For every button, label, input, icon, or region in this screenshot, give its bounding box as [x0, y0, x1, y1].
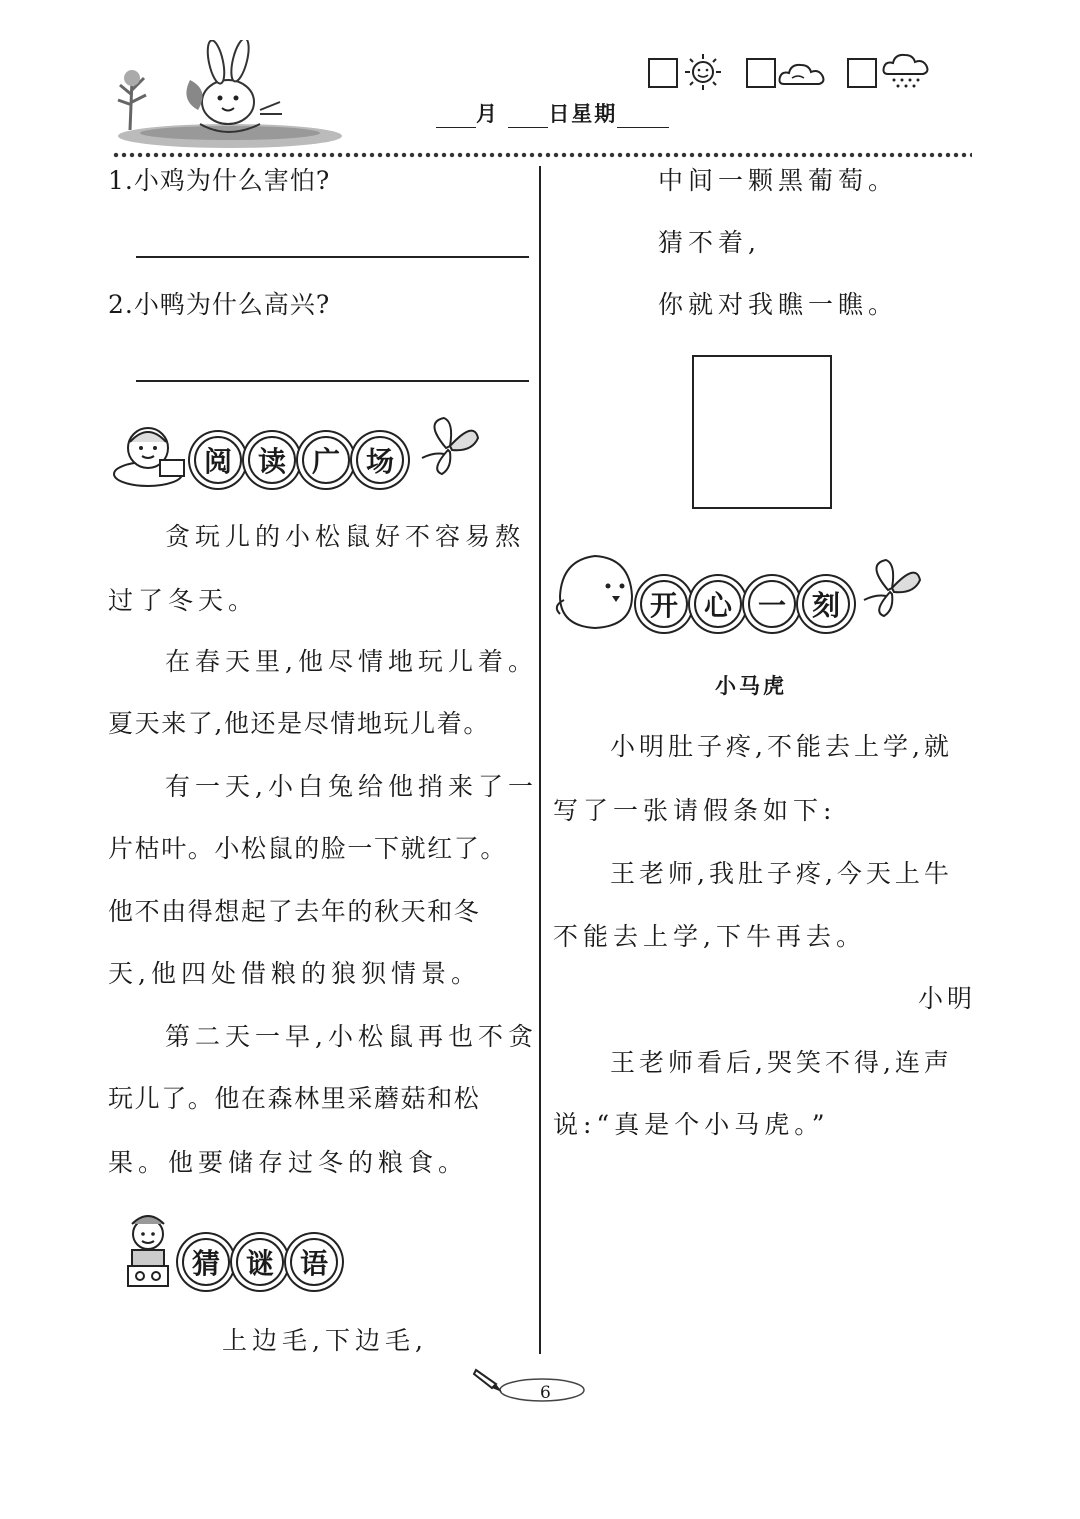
- fun-title-char-3: 一: [748, 580, 796, 628]
- rainy-checkbox[interactable]: [847, 58, 877, 88]
- page-number: 6: [540, 1383, 551, 1403]
- reading-line-6: 片枯叶。小松鼠的脸一下就红了。: [108, 834, 508, 863]
- month-label: 月: [476, 102, 499, 126]
- bunny-illustration: [110, 40, 345, 150]
- riddle-line-2: 中间一颗黑葡萄。: [658, 166, 899, 195]
- cloudy-checkbox[interactable]: [746, 58, 776, 88]
- reading-line-11: 果。他要储存过冬的粮食。: [108, 1148, 469, 1177]
- sun-icon: [682, 52, 724, 92]
- reading-line-9: 第二天一早,小松鼠再也不贪: [165, 1022, 538, 1051]
- chick-icon: [550, 548, 640, 634]
- reading-title-char-3: 广: [302, 436, 350, 484]
- clown-icon: [118, 1212, 178, 1290]
- story-line-7: 说:“真是个小马虎。”: [553, 1110, 830, 1139]
- fun-title-char-4: 刻: [802, 580, 850, 628]
- reading-title-char-2: 读: [248, 436, 296, 484]
- story-line-6: 王老师看后,哭笑不得,连声: [610, 1048, 953, 1077]
- question-1: [108, 168, 330, 193]
- story-line-1: 小明肚子疼,不能去上学,就: [610, 732, 953, 761]
- riddle-title-char-3: 语: [290, 1238, 338, 1286]
- day-blank[interactable]: [508, 105, 548, 128]
- reading-title-char-1: 阅: [194, 436, 242, 484]
- reading-line-7: 他不由得想起了去年的秋天和冬: [108, 897, 481, 926]
- question-2-text: 小鸭为什么高兴?: [133, 290, 331, 319]
- story-signature: 小明: [918, 984, 977, 1013]
- question-2-number: 2.: [108, 290, 134, 319]
- riddle-line-3: 猜不着,: [658, 228, 761, 257]
- answer-line-2[interactable]: [136, 380, 529, 382]
- dotted-separator: [112, 151, 972, 159]
- story-title: 小马虎: [715, 674, 787, 698]
- story-line-2: 写了一张请假条如下:: [553, 796, 837, 825]
- rain-icon: [882, 52, 932, 92]
- story-line-4: 不能去上学,下牛再去。: [553, 922, 866, 951]
- reading-line-2: 过了冬天。: [108, 586, 259, 615]
- fun-title-char-1: 开: [640, 580, 688, 628]
- pencil-icon: [470, 1366, 588, 1406]
- riddle-answer-box[interactable]: [692, 355, 832, 509]
- reading-line-3: 在春天里,他尽情地玩儿着。: [165, 647, 538, 676]
- reading-line-10: 玩儿了。他在森林里采蘑菇和松: [108, 1084, 481, 1113]
- reading-cartoon-icon: [108, 420, 188, 490]
- reading-line-4: 夏天来了,他还是尽情地玩儿着。: [108, 709, 490, 738]
- riddle-line-1: 上边毛,下边毛,: [222, 1326, 428, 1355]
- fun-title-char-2: 心: [694, 580, 742, 628]
- butterfly-icon: [414, 412, 484, 482]
- reading-line-8: 天,他四处借粮的狼狈情景。: [108, 959, 481, 988]
- question-2: [108, 292, 330, 317]
- story-line-3: 王老师,我肚子疼,今天上牛: [610, 859, 953, 888]
- reading-line-1: 贪玩儿的小松鼠好不容易熬: [165, 522, 526, 551]
- riddle-line-4: 你就对我瞧一瞧。: [658, 290, 899, 319]
- weekday-blank[interactable]: [617, 105, 669, 128]
- date-line: [436, 98, 669, 128]
- cloud-icon: [778, 60, 826, 88]
- butterfly-icon: [856, 554, 926, 624]
- riddle-title-char-1: 猜: [182, 1238, 230, 1286]
- reading-line-5: 有一天,小白兔给他捎来了一: [165, 772, 538, 801]
- question-1-text: 小鸡为什么害怕?: [133, 166, 331, 195]
- month-blank[interactable]: [436, 105, 476, 128]
- reading-title-char-4: 场: [356, 436, 404, 484]
- day-weekday-label: 日星期: [548, 102, 618, 126]
- riddle-title-char-2: 谜: [236, 1238, 284, 1286]
- sunny-checkbox[interactable]: [648, 58, 678, 88]
- column-divider: [539, 166, 541, 1354]
- question-1-number: 1.: [108, 166, 134, 195]
- answer-line-1[interactable]: [136, 256, 529, 258]
